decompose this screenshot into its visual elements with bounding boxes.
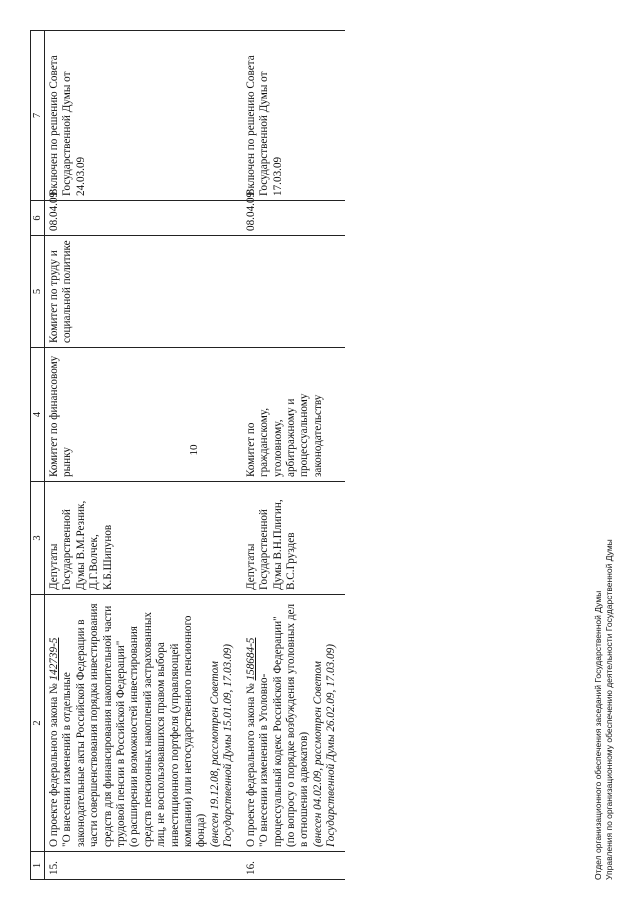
bill-number: 142739-5 [48,637,60,681]
column-header-3: 3 [30,482,45,595]
date: 08.04.09 [45,201,242,236]
co-committee: Комитет по труду и социальной политике [45,236,242,348]
responsible-committee: Комитет по гражданскому, уголовному, арбитражному и процессуальному законодательству [242,348,345,482]
column-header-2: 2 [30,595,45,852]
bill-note: (по вопросу о порядке возбуждения уголовных дел в отношении адвокатов) [284,603,311,847]
bill-title: "О внесении изменений в отдельные законодательные акты Российской Федерации в части совершенствования порядка инвестирования средств для финансирования накопительной части трудовой пенсии в Российской Федерации" [61,603,128,847]
footer [593,539,615,880]
co-committee [242,236,345,348]
bill-description [45,595,242,852]
row-number: 16. [242,852,345,880]
bill-title-prefix: О проекте федерального закона № [244,680,257,847]
bill-title: "О внесении изменений в Уголовно-процессуальный кодекс Российской Федерации" [258,616,284,847]
bill-note: (о расширении возможностей инвестирования средств пенсионных накоплений застрахованных лиц, не воспользовавшихся правом выбора инвестиционного портфеля (управляющей компании) или негосударственного пенсионного фонда) [128,612,208,847]
row-number: 15. [45,852,242,880]
inclusion-basis: Включен по решению Совета Государственной Думы от 17.03.09 [242,30,345,201]
inclusion-basis: Включен по решению Совета Государственной Думы от 24.03.09 [45,30,242,201]
column-header-6: 6 [30,201,45,236]
column-header-7: 7 [30,30,45,201]
footer-line-2: Управления по организационному обеспечению деятельности Государственной Думы [604,539,614,880]
bill-authors: Депутаты Государственной Думы В.М.Резник, Д.Г.Волчек, К.Б.Шипунов [45,482,242,595]
bill-title-prefix: О проекте федерального закона № [48,680,60,847]
bill-description [242,595,345,852]
column-header-5: 5 [30,236,45,348]
footer-line-1: Отдел организационного обеспечения заседаний Государственной Думы [593,590,603,880]
bill-history: (внесен 19.12.08, рассмотрен Советом Государственной Думы 15.01.09, 17.03.09) [208,644,235,847]
responsible-committee: Комитет по финансовому рынку [45,348,242,482]
page-number: 10 [188,444,200,456]
column-header-4: 4 [30,348,45,482]
agenda-table [30,30,345,880]
column-header-1: 1 [30,852,45,880]
date: 08.04.09 [242,201,345,236]
bill-authors: Депутаты Государственной Думы В.Н.Плигин, В.С.Груздев [242,482,345,595]
bill-number: 158684-5 [244,637,257,681]
bill-history: (внесен 04.02.09, рассмотрен Советом Государственной Думы 26.02.09, 17.03.09) [311,644,338,847]
